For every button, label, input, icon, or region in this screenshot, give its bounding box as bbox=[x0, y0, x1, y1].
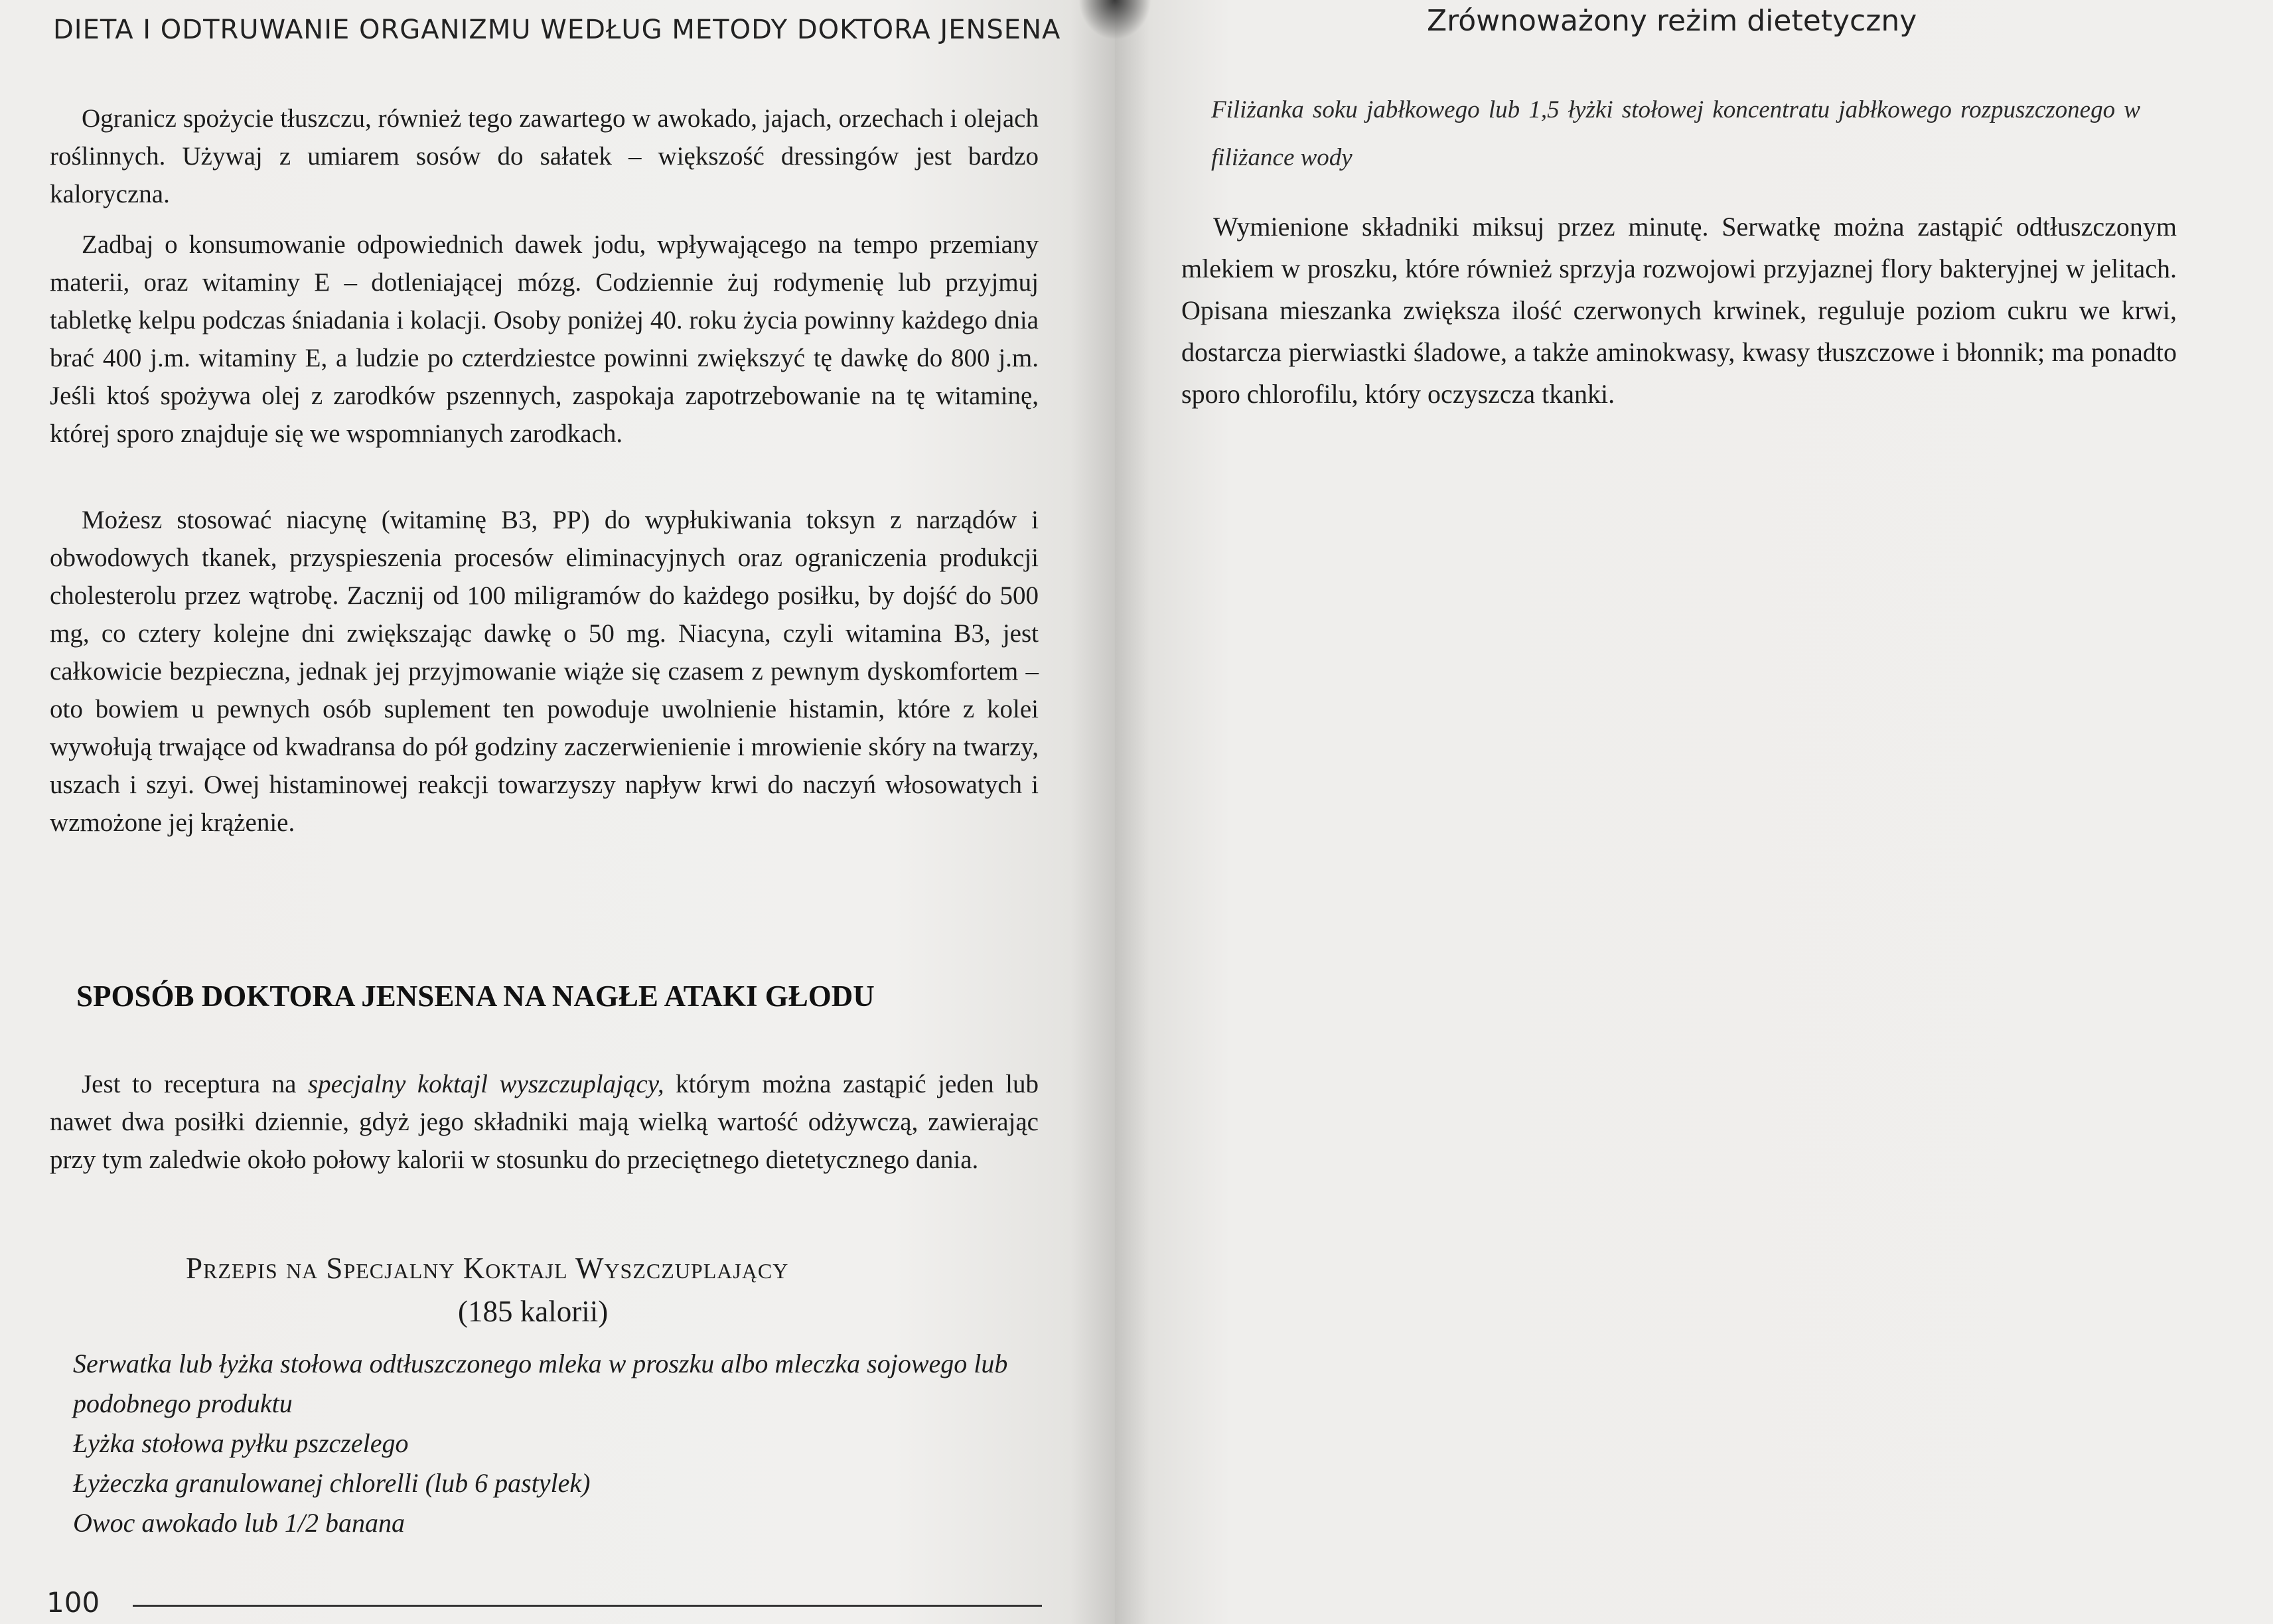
page-number: 100 bbox=[46, 1586, 100, 1619]
running-head-right: Zrównoważony reżim dietetyczny bbox=[1427, 4, 1917, 38]
paragraph-recipe-intro bbox=[50, 1065, 1039, 1179]
recipe-title: Przepis na Specjalny Koktajl Wyszczuplający bbox=[186, 1252, 789, 1285]
gutter-shadow bbox=[1078, 0, 1151, 40]
ingredient-item: Łyżka stołowa pyłku pszczelego bbox=[73, 1428, 409, 1458]
section-heading: SPOSÓB DOKTORA JENSENA NA NAGŁE ATAKI GŁODU bbox=[76, 980, 875, 1013]
ingredient-list bbox=[73, 1344, 1042, 1543]
running-head-left: DIETA I ODTRUWANIE ORGANIZMU WEDŁUG METODY DOKTORA JENSENA bbox=[53, 15, 1061, 45]
ingredient-item: Serwatka lub łyżka stołowa odtłuszczonego mleka w proszku albo mleczka sojowego lub podobnego produktu bbox=[73, 1349, 1008, 1418]
paragraph-fat-intake: Ogranicz spożycie tłuszczu, również tego zawartego w awokado, jajach, orzechach i olejach roślinnych. Używaj z umiarem sosów do sałatek – większość dressingów jest bardzo kaloryczna. bbox=[50, 104, 1039, 208]
intro-text-after: którym można zastąpić jeden lub nawet dwa posiłki dziennie, gdyż jego składniki mają wielką wartość odżywczą, zawierając przy tym zaledwie około połowy kalorii w stosunku do przeciętnego dietetycznego dania. bbox=[50, 1070, 1039, 1174]
left-page bbox=[0, 0, 1115, 1624]
ingredient-item: Owoc awokado lub 1/2 banana bbox=[73, 1508, 405, 1538]
paragraph-niacin: Możesz stosować niacynę (witaminę B3, PP) do wypłukiwania toksyn z narządów i obwodowych tkanek, przyspieszenia procesów eliminacyjnych oraz ograniczenia produkcji cholesterolu przez wątrobę. Zacznij od 100 miligramów do każdego posiłku, by dojść do 500 mg, co cztery kolejne dni zwiększając dawkę o 50 mg. Niacyna, czyli witamina B3, jest całkowicie bezpieczna, jednak jej przyjmowanie wiąże się czasem z pewnym dyskomfortem – oto bowiem u pewnych osób suplement ten powoduje uwolnienie histamin, które z kolei wywołują trwające od kwadransa do pół godziny zaczerwienienie i mrowienie skóry na twarzy, uszach i szyi. Owej histaminowej reakcji towarzyszy napływ krwi do naczyń włosowatych i wzmożone jej krążenie. bbox=[50, 506, 1039, 837]
paragraph-mixing-instructions: Wymienione składniki miksuj przez minutę. Serwatkę można zastąpić odtłuszczonym mlekiem w proszku, które również sprzyja rozwojowi przyjaznej flory bakteryjnej w jelitach. Opisana mieszanka zwiększa ilość czerwonych krwinek, reguluje poziom cukru we krwi, dostarcza pierwiastki śladowe, a także aminokwasy, kwasy tłuszczowe i błonnik; ma ponadto sporo chlorofilu, który oczyszcza tkanki. bbox=[1181, 212, 2177, 409]
footer-rule bbox=[133, 1605, 1042, 1607]
right-page bbox=[1115, 0, 2273, 1624]
ingredient-item: Łyżeczka granulowanej chlorelli (lub 6 pastylek) bbox=[73, 1468, 591, 1498]
intro-text-before: Jest to receptura na bbox=[82, 1070, 308, 1098]
recipe-calories: (185 kalorii) bbox=[458, 1295, 609, 1328]
paragraph-iodine-vitamin-e: Zadbaj o konsumowanie odpowiednich dawek jodu, wpływającego na tempo przemiany materii, oraz witaminy E – dotleniającej mózg. Codziennie żuj rodymenię lub przyjmuj tabletkę kelpu podczas śniadania i kolacji. Osoby poniżej 40. roku życia powinny każdego dnia brać 400 j.m. witaminy E, a ludzie po czterdziestce powinni zwiększyć tę dawkę do 800 j.m. Jeśli ktoś spożywa olej z zarodków pszennych, zaspokaja zapotrzebowanie na tę witaminę, której sporo znajduje się we wspomnianych zarodkach. bbox=[50, 230, 1039, 448]
italic-ingredient: Filiżanka soku jabłkowego lub 1,5 łyżki stołowej koncentratu jabłkowego rozpuszczonego w filiżance wody bbox=[1211, 96, 2140, 171]
intro-emphasis: specjalny koktajl wyszczuplający, bbox=[308, 1070, 664, 1098]
